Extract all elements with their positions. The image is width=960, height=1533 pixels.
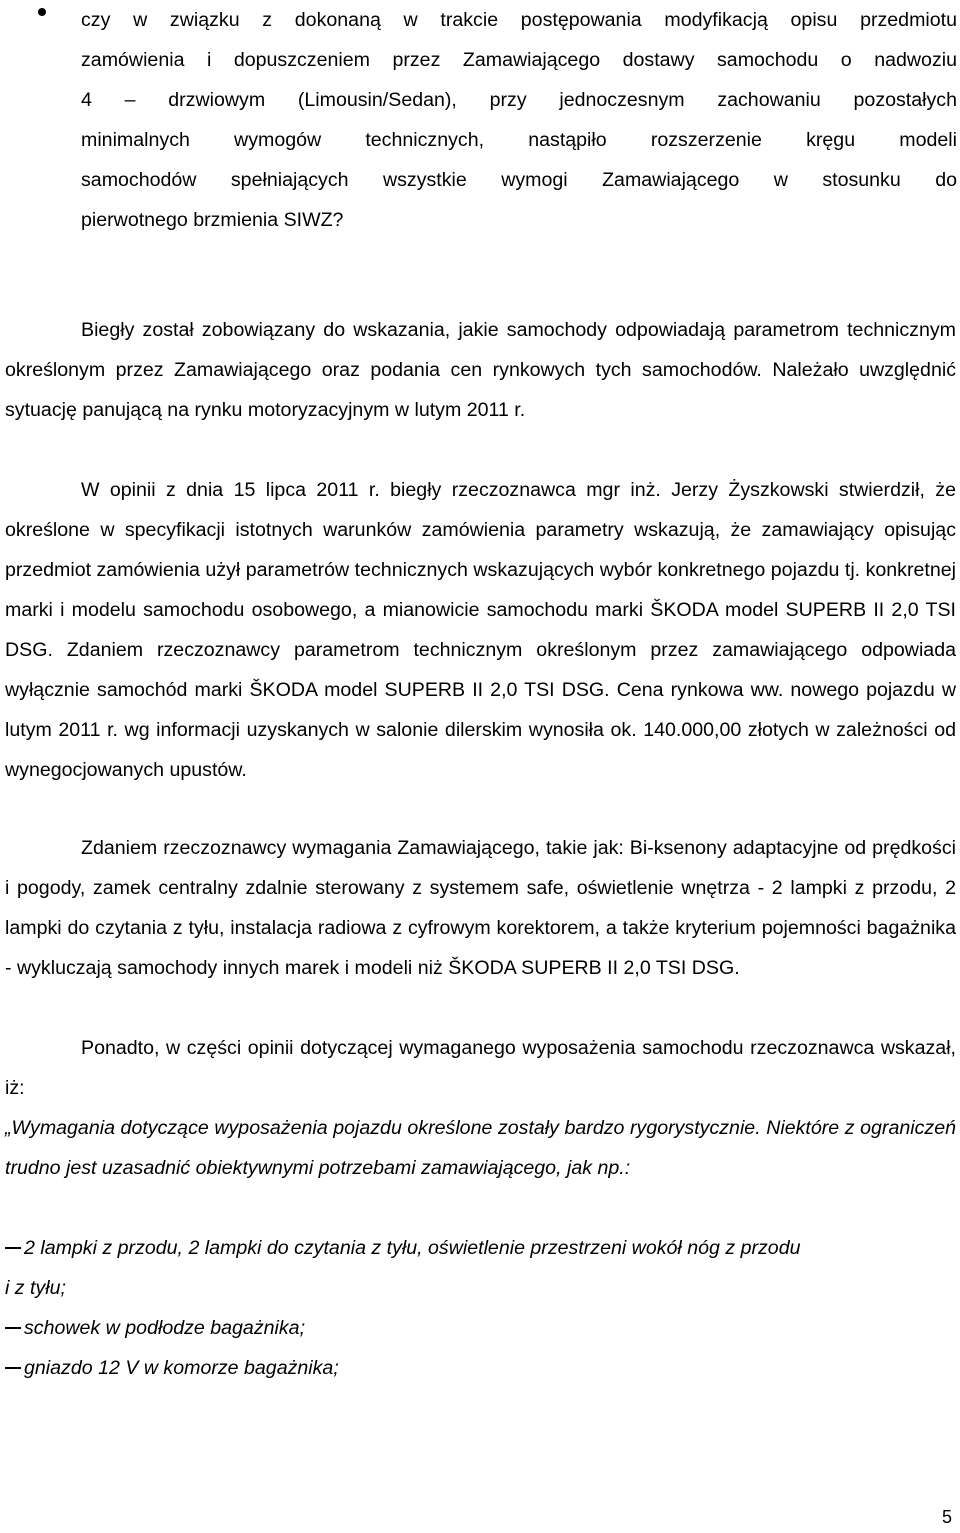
- quote-paragraph: „Wymagania dotyczące wyposażenia pojazdu określone zostały bardzo rygorystycznie. Niektóre z ograniczeń trudno jest uzasadnić obiektywnymi potrzebami zamawiającego, jak np.:: [5, 1117, 956, 1179]
- bullet-dot-icon: [38, 8, 46, 16]
- paragraph-zdaniem-rzeczoznawcy: Zdaniem rzeczoznawcy wymagania Zamawiającego, takie jak: Bi-ksenony adaptacyjne od prędkości i pogody, zamek centralny zdalnie sterowany z systemem safe, oświetlenie wnętrza - 2 lampki z przodu, 2 lampki do czytania z tyłu, instalacja radiowa z cyfrowym korektorem, a także kryterium pojemności bagażnika - wykluczają samochody innych marek i modeli niż ŠKODA SUPERB II 2,0 TSI DSG.: [5, 837, 956, 979]
- paragraph-opinia-z-dnia: W opinii z dnia 15 lipca 2011 r. biegły rzeczoznawca mgr inż. Jerzy Żyszkowski stwierdził, że określone w specyfikacji istotnych warunków zamówienia parametry wskazują, że zamawiający opisując przedmiot zamówienia użył parametrów technicznych wskazujących wybór konkretnego pojazdu tj. konkretnej marki i modelu samochodu osobowego, a mianowicie samochodu marki ŠKODA model SUPERB II 2,0 TSI DSG. Zdaniem rzeczoznawcy parametrom technicznym określonym przez zamawiającego odpowiada wyłącznie samochód marki ŠKODA model SUPERB II 2,0 TSI DSG. Cena rynkowa ww. nowego pojazdu w lutym 2011 r. wg informacji uzyskanych w salonie dilerskim wynosiła ok. 140.000,00 złotych w zależności od wynegocjowanych upustów.: [5, 479, 956, 781]
- bullet-question: [81, 0, 957, 240]
- dash-list-item: [5, 1228, 956, 1268]
- dash-icon: [5, 1247, 21, 1249]
- bullet-line: czy w związku z dokonaną w trakcie postępowania modyfikacją opisu przedmiotu: [81, 9, 957, 31]
- page-number: 5: [941, 1507, 952, 1527]
- bullet-line: pierwotnego brzmienia SIWZ?: [81, 209, 344, 231]
- dash-icon: [5, 1367, 21, 1369]
- dash-list-item: [5, 1308, 956, 1348]
- bullet-line: 4 – drzwiowym (Limousin/Sedan), przy jednoczesnym zachowaniu pozostałych: [81, 89, 957, 111]
- paragraph-ponadto: Ponadto, w części opinii dotyczącej wymaganego wyposażenia samochodu rzeczoznawca wskazał, iż:: [5, 1037, 956, 1099]
- dash-icon: [5, 1327, 21, 1329]
- dash-item-text: 2 lampki z przodu, 2 lampki do czytania z tyłu, oświetlenie przestrzeni wokół nóg z przodu: [24, 1237, 801, 1259]
- dash-list-item-continuation: [5, 1268, 956, 1308]
- paragraph-biegly-zobowiazany: Biegły został zobowiązany do wskazania, jakie samochody odpowiadają parametrom technicznym określonym przez Zamawiającego oraz podania cen rynkowych tych samochodów. Należało uwzględnić sytuację panującą na rynku motoryzacyjnym w lutym 2011 r.: [5, 319, 956, 421]
- dash-item-text: i z tyłu;: [5, 1277, 66, 1299]
- dash-item-text: schowek w podłodze bagażnika;: [24, 1317, 306, 1339]
- dash-list-item: [5, 1348, 956, 1388]
- bullet-line: samochodów spełniających wszystkie wymogi Zamawiającego w stosunku do: [81, 169, 957, 191]
- bullet-line: minimalnych wymogów technicznych, nastąpiło rozszerzenie kręgu modeli: [81, 129, 957, 151]
- bullet-line: zamówienia i dopuszczeniem przez Zamawiającego dostawy samochodu o nadwoziu: [81, 49, 957, 71]
- dash-item-text: gniazdo 12 V w komorze bagażnika;: [24, 1357, 339, 1379]
